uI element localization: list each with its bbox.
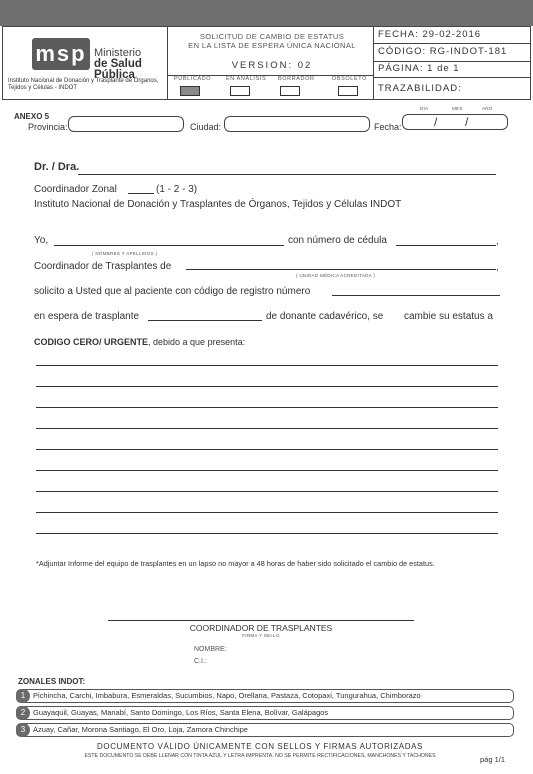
fecha-field[interactable]	[402, 114, 508, 130]
status-checkbox-publicado[interactable]	[180, 86, 200, 96]
top-banner	[0, 0, 533, 26]
reason-line[interactable]	[36, 428, 498, 429]
ministry-logo	[8, 34, 168, 94]
zone-number-badge: 3	[16, 723, 30, 737]
comma-2: ,	[496, 262, 499, 273]
espera-text: en espera de trasplante	[34, 311, 140, 322]
zones-title: ZONALES INDOT:	[18, 677, 86, 686]
medical-unit-line[interactable]	[186, 269, 496, 270]
signature-subtitle: FIRMA Y SELLO	[242, 633, 280, 638]
dia-label: DÍA	[420, 106, 429, 111]
yo-label: Yo,	[34, 235, 49, 246]
ministry-line2: de Salud Pública	[94, 58, 142, 81]
header-fecha: FECHA: 29-02-2016	[378, 29, 482, 40]
codigo-cero-label: CODIGO CERO/ URGENTE	[34, 337, 149, 347]
anio-label: AÑO	[482, 106, 493, 111]
header-pagina: PÁGINA: 1 de 1	[378, 63, 460, 74]
status-checkbox-obsoleto[interactable]	[338, 86, 358, 96]
reason-line[interactable]	[36, 407, 498, 408]
zone-provinces: Azuay, Cañar, Morona Santiago, El Oro, Loja, Zamora Chinchipe	[33, 725, 248, 734]
coord-zonal-label: Coordinador Zonal	[34, 184, 117, 195]
ministry-name	[94, 48, 168, 81]
request-title-line2: EN LA LISTA DE ESPERA ÚNICA NACIONAL	[188, 41, 356, 50]
status-checkbox-analisis[interactable]	[230, 86, 250, 96]
zone-item-1	[16, 689, 514, 703]
status-label-obsoleto: OBSOLETO	[332, 76, 367, 82]
fecha-label: Fecha:	[374, 122, 402, 132]
reason-line[interactable]	[36, 449, 498, 450]
unidad-hint: ( UNIDAD MÉDICA ACREDITADA )	[296, 273, 376, 278]
reason-line[interactable]	[36, 512, 498, 513]
zone-number-badge: 1	[16, 689, 30, 703]
ciudad-field[interactable]	[224, 116, 370, 132]
coord-range: (1 - 2 - 3)	[156, 184, 198, 195]
reason-intro	[34, 337, 245, 347]
reason-line[interactable]	[36, 386, 498, 387]
registry-code-line[interactable]	[332, 295, 500, 296]
nombre-label: NOMBRE:	[194, 646, 227, 653]
request-title-line1: SOLICITUD DE CAMBIO DE ESTATUS	[199, 32, 345, 41]
comma-1: ,	[496, 236, 499, 247]
msp-logo-mark: msp	[32, 38, 90, 70]
institute-full-name: Instituto Nacional de Donación y Trasplantes de Órganos, Tejidos y Células INDOT	[34, 199, 402, 210]
cedula-line[interactable]	[396, 245, 496, 246]
status-checkbox-borrador[interactable]	[280, 86, 300, 96]
footnote: *Adjuntar Informe del equipo de trasplantes en un lapso no mayor a 48 horas de haber sido solicitado el cambio de estatus.	[36, 559, 435, 568]
page-number: pág 1/1	[480, 755, 506, 764]
organ-line[interactable]	[148, 320, 262, 321]
request-title	[172, 32, 372, 50]
signature-title: COORDINADOR DE TRASPLANTES	[189, 623, 333, 633]
mes-label: MES	[452, 106, 463, 111]
reason-line[interactable]	[36, 365, 498, 366]
signature-line[interactable]	[108, 620, 414, 621]
salutation: Dr. / Dra.	[34, 161, 80, 173]
validity-notice: DOCUMENTO VÁLIDO ÚNICAMENTE CON SELLOS Y FIRMAS AUTORIZADAS	[97, 742, 423, 751]
ci-label: C.I.:	[194, 658, 207, 665]
zone-item-2	[16, 706, 514, 720]
institute-name: Instituto Nacional de Donación y Trasplante de Órganos, Tejidos y Células - INDOT	[8, 78, 159, 91]
fill-instructions: ESTE DOCUMENTO SE DEBE LLENAR CON TINTA AZUL Y LETRA IMPRENTA. NO SE PERMITE RECTIFICACIONES, MANCHONES Y TACHONES	[84, 753, 436, 759]
zone-provinces: Pichincha, Carchi, Imbabura, Esmeraldas, Sucumbios, Napo, Orellana, Pastaza, Cotopaxi, Tungurahua, Chimborazo	[33, 691, 421, 700]
solicito-text: solicito a Usted que al paciente con código de registro número	[34, 286, 311, 297]
reason-line[interactable]	[36, 491, 498, 492]
provincia-field[interactable]	[68, 116, 184, 132]
zone-number-line[interactable]	[128, 193, 154, 194]
header-trazabilidad: TRAZABILIDAD:	[378, 83, 462, 94]
version-label: VERSION: 02	[231, 60, 313, 71]
coord-trasplantes-label: Coordinador de Trasplantes de	[34, 261, 172, 272]
cedula-label: con número de cédula	[288, 235, 387, 246]
annex-label: ANEXO 5	[14, 112, 50, 121]
debido-text: , debido a que presenta:	[148, 337, 246, 347]
reason-line[interactable]	[36, 533, 498, 534]
nombres-hint: ( NOMBRES Y APELLIDOS )	[92, 251, 158, 256]
zone-provinces: Guayaquil, Guayas, Manabí, Santo Domingo, Los Ríos, Santa Elena, Bolívar, Galápagos	[33, 708, 329, 717]
reason-line[interactable]	[36, 470, 498, 471]
status-label-publicado: PUBLICADO	[174, 76, 212, 82]
donante-text: de donante cadavérico, se	[266, 311, 384, 322]
zone-number-badge: 2	[16, 706, 30, 720]
status-label-analisis: EN ANALISIS	[226, 76, 267, 82]
status-label-borrador: BORRADOR	[278, 76, 315, 82]
date-slash-2: /	[465, 115, 469, 129]
cambie-text: cambie su estatus a	[404, 311, 493, 322]
header-codigo: CÓDIGO: RG-INDOT-181	[378, 46, 508, 57]
ciudad-label: Ciudad:	[190, 122, 222, 132]
names-line[interactable]	[54, 245, 284, 246]
doctor-name-line[interactable]	[78, 174, 496, 175]
ministry-line1: Ministerio	[94, 47, 142, 59]
date-slash-1: /	[434, 115, 438, 129]
provincia-label: Provincia:	[28, 122, 68, 132]
zone-item-3	[16, 723, 514, 737]
